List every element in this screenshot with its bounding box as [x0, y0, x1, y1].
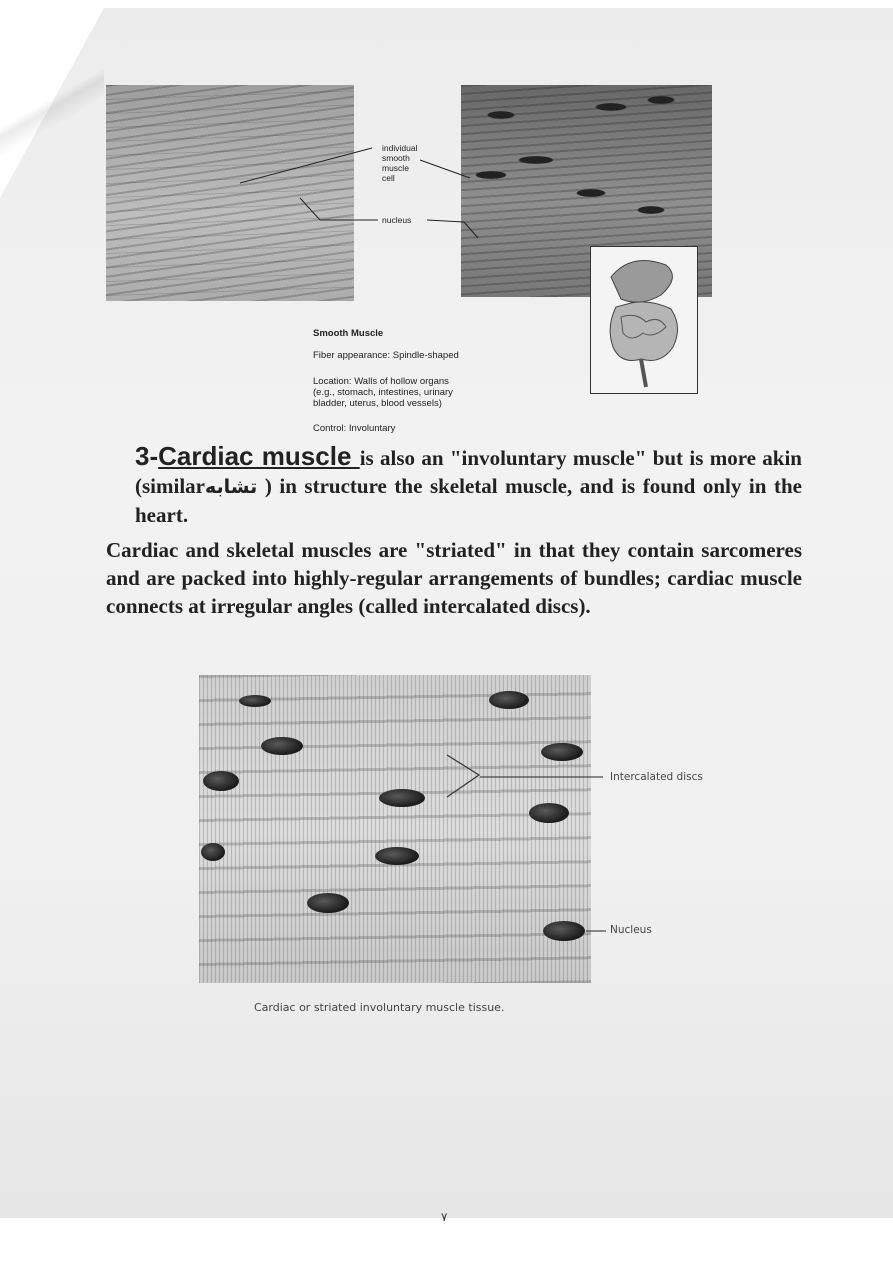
- arabic-word: تشابه: [204, 476, 258, 498]
- location-text: Location: Walls of hollow organs (e.g., stomach, intestines, urinary bladder, uterus, blood vessels): [313, 376, 453, 409]
- paragraph-striated: Cardiac and skeletal muscles are "striated" in that they contain sarcomeres and are packed into highly-regular arrangements of bundles; cardiac muscle connects at irregular angles (called intercalated discs).: [106, 538, 802, 618]
- smooth-muscle-title: Smooth Muscle: [313, 328, 384, 339]
- control-text: Control: Involuntary: [313, 423, 396, 434]
- label-smooth-muscle-cell: individual smooth muscle cell: [382, 143, 418, 183]
- paragraph-cardiac-intro: [135, 442, 802, 529]
- label-nucleus-top: nucleus: [382, 215, 412, 225]
- fiber-appearance: Fiber appearance: Spindle-shaped: [313, 350, 459, 361]
- page-number: ٧: [441, 1210, 448, 1224]
- cardiac-leader-lines: [0, 660, 893, 990]
- label-intercalated-discs: Intercalated discs: [610, 771, 703, 783]
- figure-leader-lines: [0, 0, 893, 430]
- section-term: Cardiac muscle: [158, 441, 360, 471]
- intro-text-b: ) in structure the skeletal muscle, and is found only in the heart.: [135, 474, 802, 527]
- section-number: 3-: [135, 441, 159, 471]
- intro-text-a: is also an "involuntary muscle" but is more akin (similar: [135, 446, 802, 498]
- figure-caption: Cardiac or striated involuntary muscle tissue.: [254, 1001, 505, 1014]
- label-nucleus-bottom: Nucleus: [610, 924, 652, 936]
